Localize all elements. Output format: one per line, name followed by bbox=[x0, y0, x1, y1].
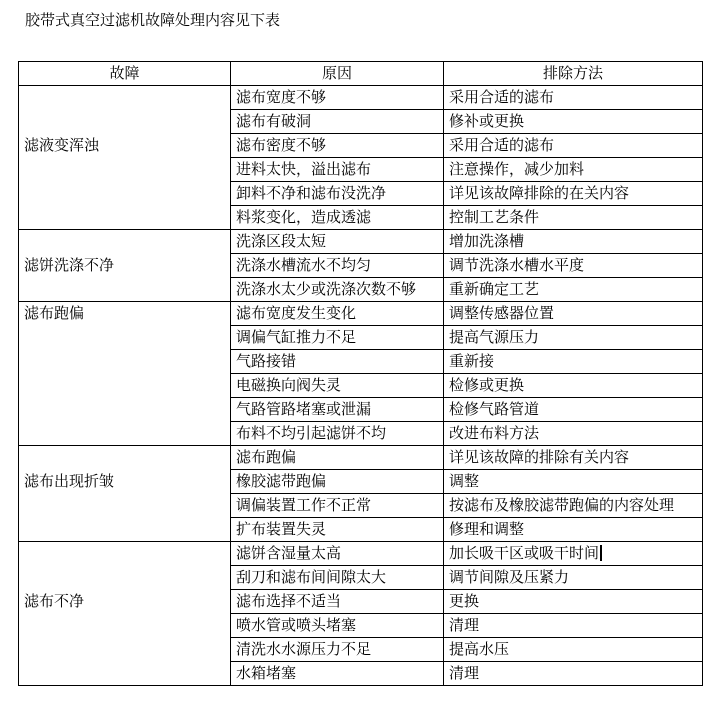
table-header-row bbox=[19, 62, 703, 86]
cause-cell[interactable]: 气路管路堵塞或泄漏 bbox=[231, 398, 444, 422]
cause-cell[interactable]: 进料太快，溢出滤布 bbox=[231, 158, 444, 182]
method-cell[interactable]: 调整 bbox=[444, 470, 703, 494]
fault-cell-cloth-unclean[interactable]: 滤布不净 bbox=[19, 542, 231, 686]
method-cell[interactable]: 重新接 bbox=[444, 350, 703, 374]
fault-cell-cake-wash[interactable]: 滤饼洗涤不净 bbox=[19, 230, 231, 302]
cause-cell[interactable]: 滤饼含湿量太高 bbox=[231, 542, 444, 566]
column-header-method[interactable]: 排除方法 bbox=[444, 62, 703, 86]
column-header-cause[interactable]: 原因 bbox=[231, 62, 444, 86]
cause-cell[interactable]: 滤布选择不适当 bbox=[231, 590, 444, 614]
cause-cell[interactable]: 扩布装置失灵 bbox=[231, 518, 444, 542]
cause-cell[interactable]: 洗涤水太少或洗涤次数不够 bbox=[231, 278, 444, 302]
method-cell[interactable]: 检修气路管道 bbox=[444, 398, 703, 422]
cause-cell[interactable]: 布料不均引起滤饼不均 bbox=[231, 422, 444, 446]
table-row bbox=[19, 446, 703, 470]
fault-table bbox=[18, 61, 703, 686]
table-row bbox=[19, 86, 703, 110]
method-cell[interactable]: 调节洗涤水槽水平度 bbox=[444, 254, 703, 278]
fault-cell-turbid-filtrate[interactable]: 滤液变浑浊 bbox=[19, 86, 231, 230]
cause-cell[interactable]: 橡胶滤带跑偏 bbox=[231, 470, 444, 494]
text-cursor bbox=[600, 545, 602, 561]
column-header-fault[interactable]: 故障 bbox=[19, 62, 231, 86]
method-cell[interactable]: 详见该故障的排除有关内容 bbox=[444, 446, 703, 470]
fault-cell-cloth-deviation[interactable]: 滤布跑偏 bbox=[19, 302, 231, 446]
cause-cell[interactable]: 洗涤区段太短 bbox=[231, 230, 444, 254]
method-cell[interactable]: 详见该故障排除的在关内容 bbox=[444, 182, 703, 206]
cause-cell[interactable]: 洗涤水槽流水不均匀 bbox=[231, 254, 444, 278]
cause-cell[interactable]: 卸料不净和滤布没洗净 bbox=[231, 182, 444, 206]
table-row bbox=[19, 302, 703, 326]
cause-cell[interactable]: 清洗水水源压力不足 bbox=[231, 638, 444, 662]
cause-cell[interactable]: 调偏装置工作不正常 bbox=[231, 494, 444, 518]
method-cell[interactable]: 采用合适的滤布 bbox=[444, 134, 703, 158]
cause-cell[interactable]: 水箱堵塞 bbox=[231, 662, 444, 686]
cause-cell[interactable]: 滤布密度不够 bbox=[231, 134, 444, 158]
method-cell[interactable]: 提高水压 bbox=[444, 638, 703, 662]
method-cell[interactable]: 增加洗涤槽 bbox=[444, 230, 703, 254]
cause-cell[interactable]: 料浆变化，造成透滤 bbox=[231, 206, 444, 230]
cause-cell[interactable]: 滤布跑偏 bbox=[231, 446, 444, 470]
method-cell[interactable]: 采用合适的滤布 bbox=[444, 86, 703, 110]
table-row bbox=[19, 542, 703, 566]
method-cell[interactable]: 改进布料方法 bbox=[444, 422, 703, 446]
method-cell[interactable]: 调整传感器位置 bbox=[444, 302, 703, 326]
cause-cell[interactable]: 电磁换向阀失灵 bbox=[231, 374, 444, 398]
fault-cell-cloth-wrinkle[interactable]: 滤布出现折皱 bbox=[19, 446, 231, 542]
method-cell[interactable]: 重新确定工艺 bbox=[444, 278, 703, 302]
cause-cell[interactable]: 气路接错 bbox=[231, 350, 444, 374]
method-cell[interactable]: 修理和调整 bbox=[444, 518, 703, 542]
cause-cell[interactable]: 调偏气缸推力不足 bbox=[231, 326, 444, 350]
table-row bbox=[19, 230, 703, 254]
method-cell[interactable]: 更换 bbox=[444, 590, 703, 614]
method-cell[interactable] bbox=[444, 542, 703, 566]
method-cell[interactable]: 注意操作，减少加料 bbox=[444, 158, 703, 182]
method-cell[interactable]: 检修或更换 bbox=[444, 374, 703, 398]
method-cell[interactable]: 调节间隙及压紧力 bbox=[444, 566, 703, 590]
method-cell[interactable]: 控制工艺条件 bbox=[444, 206, 703, 230]
method-cell[interactable]: 清理 bbox=[444, 614, 703, 638]
cause-cell[interactable]: 滤布宽度不够 bbox=[231, 86, 444, 110]
method-cell[interactable]: 清理 bbox=[444, 662, 703, 686]
cause-cell[interactable]: 滤布宽度发生变化 bbox=[231, 302, 444, 326]
method-cell[interactable]: 按滤布及橡胶滤带跑偏的内容处理 bbox=[444, 494, 703, 518]
cause-cell[interactable]: 滤布有破洞 bbox=[231, 110, 444, 134]
cause-cell[interactable]: 喷水管或喷头堵塞 bbox=[231, 614, 444, 638]
method-text: 加长吸干区或吸干时间 bbox=[449, 545, 600, 562]
method-cell[interactable]: 修补或更换 bbox=[444, 110, 703, 134]
document-title[interactable]: 胶带式真空过滤机故障处理内容见下表 bbox=[25, 12, 281, 29]
cause-cell[interactable]: 刮刀和滤布间间隙太大 bbox=[231, 566, 444, 590]
method-cell[interactable]: 提高气源压力 bbox=[444, 326, 703, 350]
